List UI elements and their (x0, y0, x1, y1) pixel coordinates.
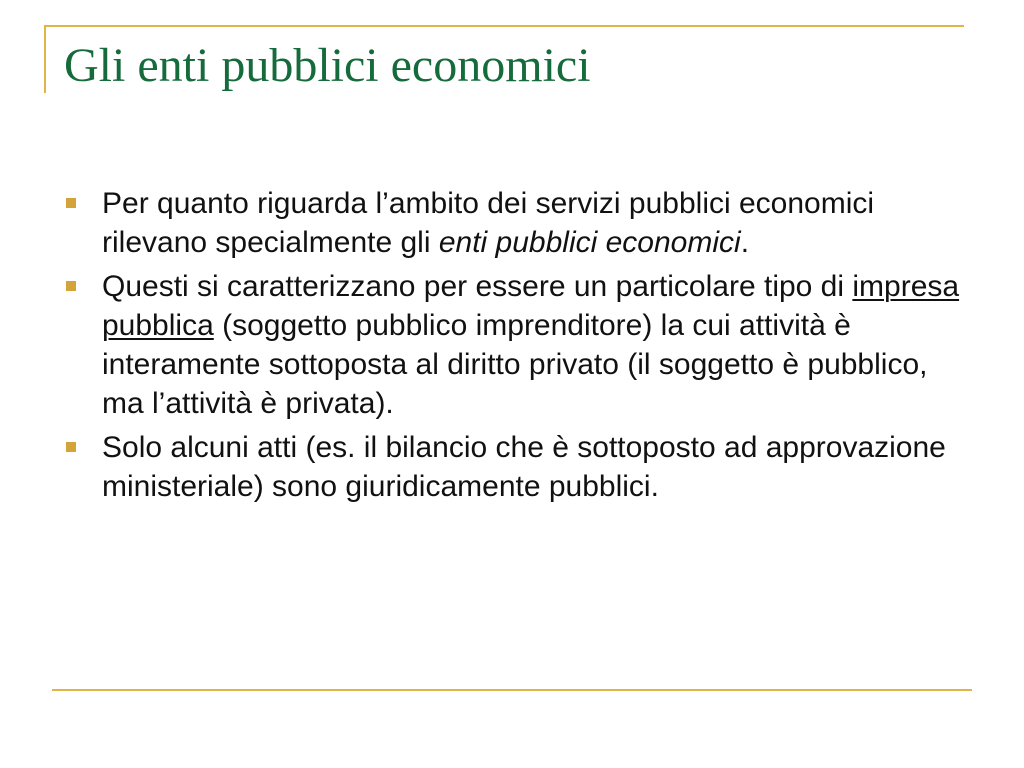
bottom-horizontal-rule (52, 689, 972, 691)
bullet-2-text: Questi si caratterizzano per essere un particolare tipo di (102, 270, 853, 303)
bullet-2-underlined-link[interactable]: impresa pubblica (102, 270, 960, 342)
top-vertical-rule (44, 25, 46, 93)
bullet-list (64, 184, 969, 511)
square-bullet-icon (66, 281, 76, 291)
slide-title: Gli enti pubblici economici (64, 39, 591, 92)
bullet-item-1 (64, 184, 969, 262)
bullet-item-3 (64, 428, 969, 506)
bullet-2-end: (soggetto pubblico imprenditore) la cui attività è interamente sottoposta al diritto privato (il soggetto è pubblico, ma l’attività è privata). (102, 309, 928, 420)
square-bullet-icon (66, 442, 76, 452)
bullet-3-text: Solo alcuni atti (es. il bilancio che è sottoposto ad approvazione ministeriale) sono giuridicamente pubblici. (102, 431, 946, 503)
bullet-1-end: . (740, 226, 750, 259)
square-bullet-icon (66, 198, 76, 208)
bullet-1-emphasis: enti pubblici economici (438, 226, 741, 259)
bullet-item-2 (64, 267, 969, 423)
bullet-1-text: Per quanto riguarda l’ambito dei servizi pubblici economici rilevano specialmente gli (102, 187, 875, 259)
top-horizontal-rule (44, 25, 964, 27)
